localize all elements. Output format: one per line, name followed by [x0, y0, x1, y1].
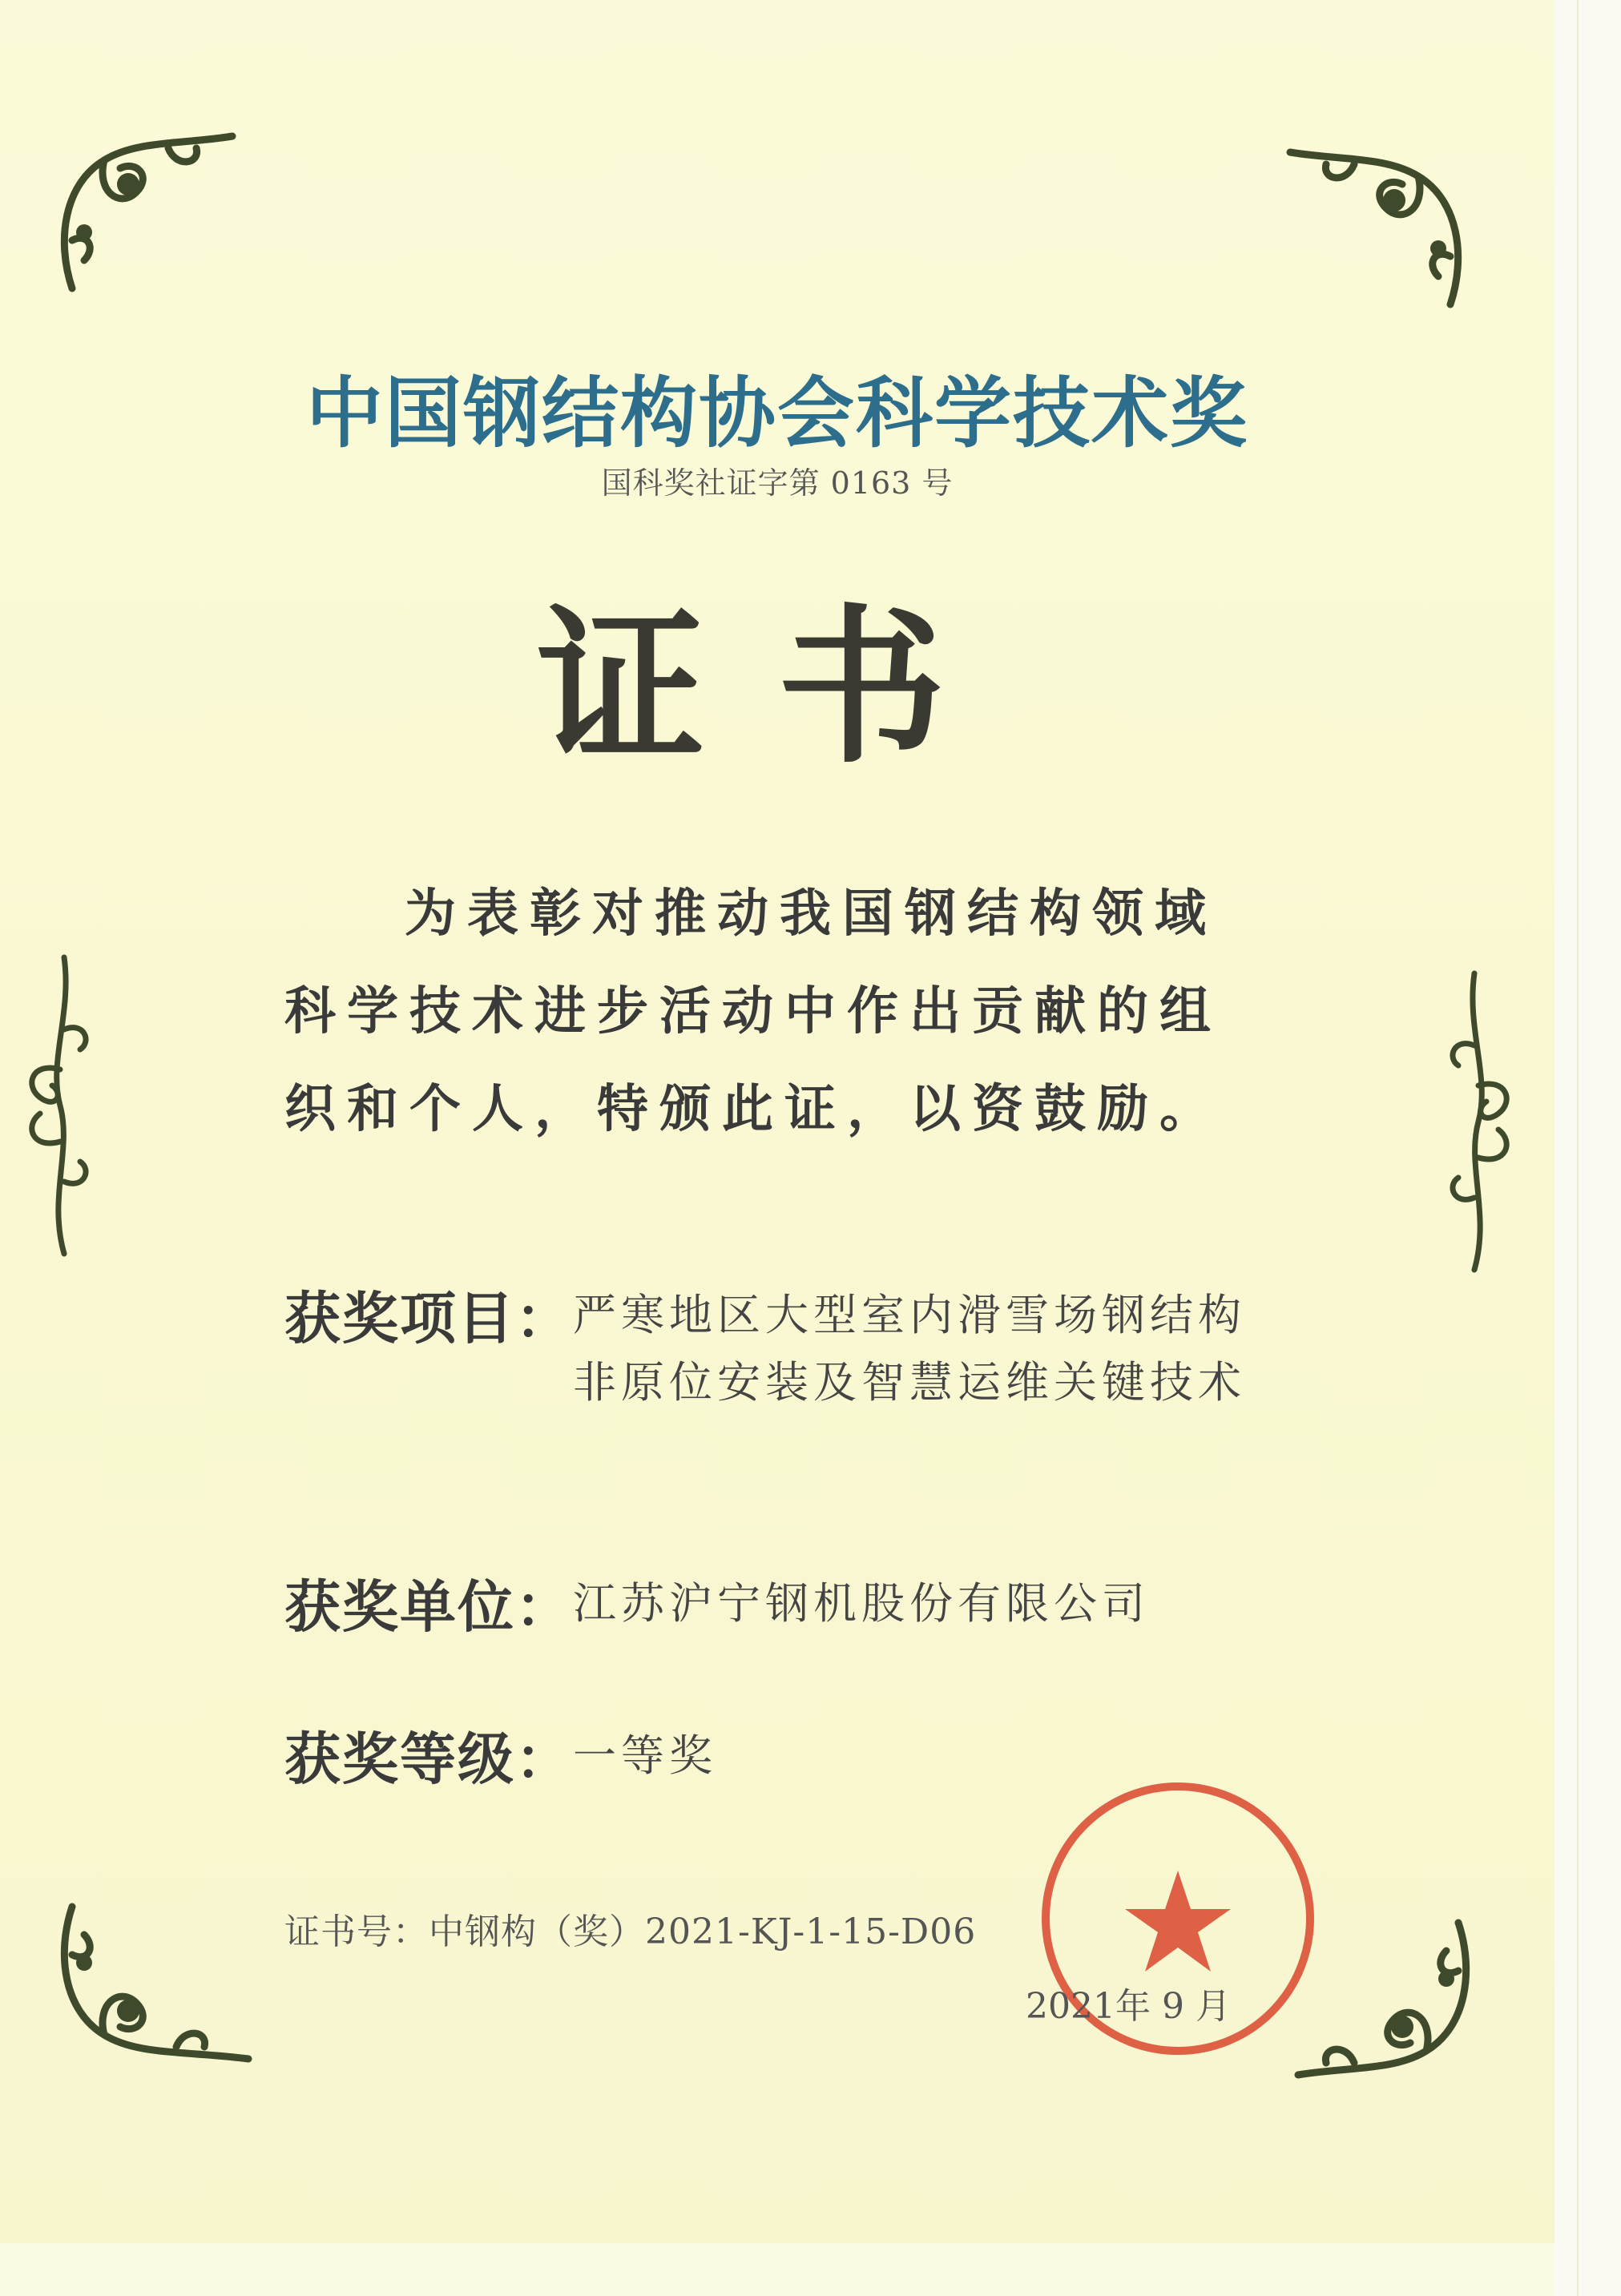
- corner-ornament-bottom-left: [48, 1891, 256, 2083]
- corner-ornament-top-left: [48, 120, 240, 304]
- award-project-value: 严寒地区大型室内滑雪场钢结构非原位安装及智慧运维关键技术: [573, 1290, 1246, 1408]
- scan-bottom-margin: [0, 2243, 1554, 2296]
- side-ornament-right: [1434, 965, 1522, 1278]
- certificate-heading: 证书: [536, 588, 1018, 786]
- scan-margin: [1554, 0, 1621, 2296]
- award-level-value: 一等奖: [573, 1730, 717, 1781]
- certificate-number: 证书号：中钢构（奖）2021-KJ-1-15-D06: [284, 1911, 977, 1952]
- award-unit-value: 江苏沪宁钢机股份有限公司: [573, 1578, 1150, 1629]
- issue-date: 2021年 9 月: [1026, 1986, 1231, 2027]
- citation-text: 为表彰对推动我国钢结构领域科学技术进步活动中作出贡献的组织和个人，特颁此证，以资鼓励。: [284, 884, 1222, 1139]
- corner-ornament-top-right: [1282, 136, 1474, 320]
- registration-number: 国科奖社证字第 0163 号: [601, 465, 954, 501]
- side-ornament-left: [16, 949, 104, 1262]
- scan-edge-line: [1577, 0, 1579, 2296]
- award-project: [284, 1274, 1326, 1416]
- award-unit: [284, 1562, 1326, 1643]
- award-unit-label: 获奖单位：: [284, 1574, 573, 1640]
- award-project-label: 获奖项目：: [284, 1286, 573, 1351]
- award-level-label: 获奖等级：: [284, 1726, 573, 1792]
- award-title: 中国钢结构协会科学技术奖: [306, 369, 1248, 458]
